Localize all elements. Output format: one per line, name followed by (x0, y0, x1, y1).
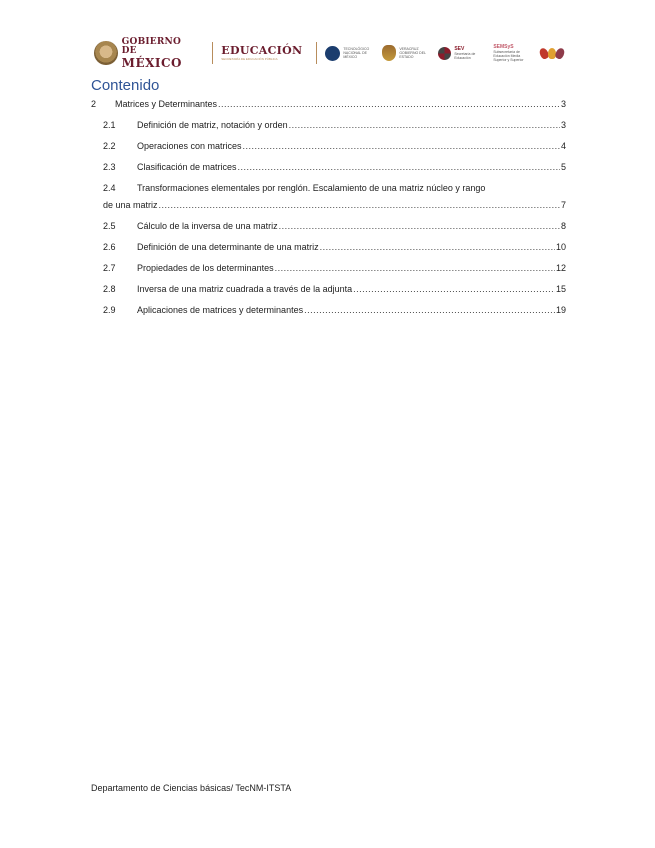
toc-entry-page: 19 (555, 305, 566, 315)
toc-leader (353, 284, 555, 294)
gobierno-mexico-logo (94, 38, 198, 68)
toc-entry-page: 3 (560, 99, 566, 109)
toc-entry-text: Clasificación de matrices (137, 162, 237, 172)
toc-entry-page: 7 (560, 200, 566, 210)
toc-entry-continuation[interactable] (91, 200, 566, 213)
tecnm-logo (325, 38, 373, 68)
toc-entry-text: Operaciones con matrices (137, 141, 242, 151)
toc-entry-number: 2.4 (103, 183, 116, 193)
toc-entry[interactable] (91, 284, 566, 297)
toc-entry-number: 2.2 (103, 141, 116, 151)
toc-entry-text: Transformaciones elementales por renglón. Escalamiento de una matriz núcleo y rango (137, 183, 486, 193)
gob-line2: MÉXICO (121, 55, 183, 70)
toc-entry-text: Aplicaciones de matrices y determinantes (137, 305, 304, 315)
toc-entry-text: Matrices y Determinantes (115, 99, 218, 109)
toc-entry[interactable] (91, 99, 566, 112)
toc-entry[interactable] (91, 120, 566, 133)
sev-sub: Secretaría de Educación (454, 51, 476, 60)
toc-leader (304, 305, 555, 315)
toc-leader (243, 141, 560, 151)
toc-entry-page: 10 (555, 242, 566, 252)
page-footer: Departamento de Ciencias básicas/ TecNM-ITSTA (91, 783, 292, 793)
sev-logo (438, 38, 484, 68)
toc-leader (218, 99, 560, 109)
toc-entry[interactable] (91, 263, 566, 276)
semsys-label: SEMSyS (493, 43, 514, 50)
semsys-logo (493, 38, 531, 68)
toc-leader (238, 162, 560, 172)
flower-emblem-icon (540, 45, 564, 61)
toc-entry-text: Definición de matriz, notación y orden (137, 120, 288, 130)
toc-leader (275, 263, 555, 273)
toc-entry[interactable] (91, 183, 566, 196)
toc-leader (159, 200, 560, 210)
toc-entry[interactable] (91, 242, 566, 255)
toc-entry-text-continued: de una matriz (103, 200, 158, 210)
toc-entry-number: 2 (91, 99, 97, 109)
toc-entry-text: Propiedades de los determinantes (137, 263, 274, 273)
toc-entry-page: 3 (560, 120, 566, 130)
toc-entry-number: 2.6 (103, 242, 116, 252)
toc-entry[interactable] (91, 305, 566, 318)
logo-divider (316, 42, 317, 64)
toc-entry-page: 15 (555, 284, 566, 294)
toc-entry-page: 4 (560, 141, 566, 151)
veracruz-logo (382, 38, 429, 68)
tecnm-emblem-icon (325, 46, 340, 61)
toc-entry-number: 2.8 (103, 284, 116, 294)
toc-entry-number: 2.7 (103, 263, 116, 273)
sev-label: SEV (454, 45, 465, 52)
toc-entry-number: 2.3 (103, 162, 116, 172)
national-seal-icon (94, 41, 118, 65)
toc-title: Contenido (91, 77, 160, 94)
edu-title: EDUCACIÓN (221, 44, 303, 57)
edu-sub: SECRETARÍA DE EDUCACIÓN PÚBLICA (221, 57, 278, 61)
sev-emblem-icon (438, 47, 451, 60)
semsys-sub: Subsecretaría de Educación Media Superior y Superior (493, 49, 524, 63)
toc-leader (289, 120, 560, 130)
toc-entry-number: 2.1 (103, 120, 116, 130)
toc-entry-text: Inversa de una matriz cuadrada a través de la adjunta (137, 284, 353, 294)
toc-leader (320, 242, 555, 252)
toc-entry-number: 2.9 (103, 305, 116, 315)
veracruz-shield-icon (382, 45, 396, 61)
educacion-logo (221, 38, 302, 68)
toc-entry[interactable] (91, 162, 566, 175)
veracruz-label: VERACRUZ GOBIERNO DEL ESTADO (399, 46, 426, 60)
toc-entry[interactable] (91, 141, 566, 154)
toc-entry-text: Definición de una determinante de una matriz (137, 242, 319, 252)
toc-entry-page: 12 (555, 263, 566, 273)
header-logos (94, 38, 564, 68)
logo-divider (212, 42, 213, 64)
toc-entry-number: 2.5 (103, 221, 116, 231)
toc-leader (279, 221, 560, 231)
toc-entry-page: 8 (560, 221, 566, 231)
toc-entry-page: 5 (560, 162, 566, 172)
toc-entry[interactable] (91, 221, 566, 234)
tecnm-label: TECNOLÓGICO NACIONAL DE MÉXICO (343, 46, 370, 60)
gob-line1: GOBIERNO DE (121, 36, 182, 56)
toc-entry-text: Cálculo de la inversa de una matriz (137, 221, 278, 231)
